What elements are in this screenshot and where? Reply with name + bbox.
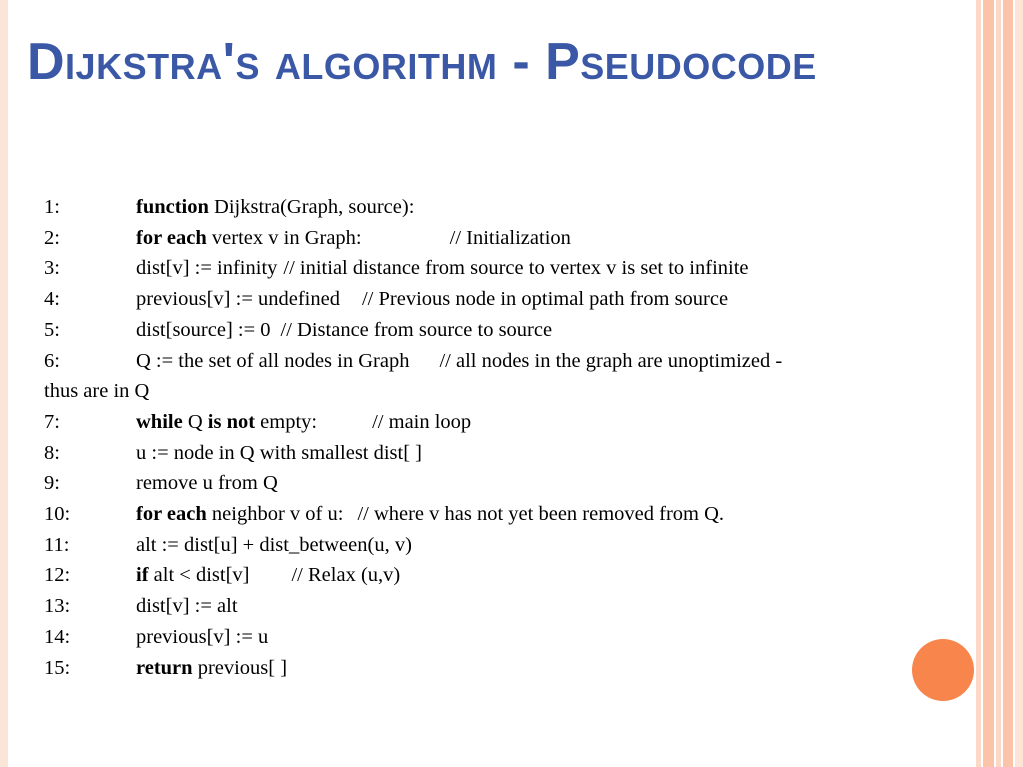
code-text: vertex v in Graph: — [206, 226, 362, 249]
code-line — [44, 591, 944, 622]
line-number: 12: — [44, 564, 71, 587]
code-text: remove u from Q — [136, 472, 278, 495]
line-number: 7: — [44, 410, 60, 433]
code-text: alt := dist[u] + dist_between(u, v) — [136, 533, 412, 556]
code-line — [44, 653, 944, 684]
code-text: u := node in Q with smallest dist[ ] — [136, 441, 423, 464]
code-line — [44, 192, 944, 223]
code-line — [44, 468, 944, 499]
code-text: dist[v] := alt — [136, 595, 238, 618]
keyword: return — [136, 656, 193, 679]
code-text: alt < dist[v] — [148, 564, 250, 587]
code-line — [44, 622, 944, 653]
line-number: 1: — [44, 196, 60, 218]
line-number: 10: — [44, 503, 71, 526]
line-number: 13: — [44, 595, 71, 618]
keyword: function — [136, 196, 209, 218]
code-comment: // Initialization — [449, 226, 571, 249]
code-line-continuation — [44, 376, 944, 407]
keyword: for each — [136, 226, 207, 249]
code-line — [44, 315, 944, 346]
code-line — [44, 407, 944, 438]
code-line — [44, 253, 944, 284]
line-number: 4: — [44, 288, 60, 311]
code-comment: // all nodes in the graph are unoptimized - — [439, 349, 783, 372]
code-text: Q — [182, 410, 208, 433]
keyword: while — [136, 410, 183, 433]
right-stripe — [996, 0, 1001, 767]
code-text: previous[ ] — [192, 656, 288, 679]
line-number: 8: — [44, 441, 60, 464]
pseudocode-block — [44, 192, 944, 683]
code-comment: // initial distance from source to vertex v is set to infinite — [283, 257, 749, 280]
slide-title: Dijkstra's algorithm - Pseudocode — [27, 33, 817, 91]
code-text: Dijkstra(Graph, source): — [208, 196, 415, 218]
code-text: neighbor v of u: — [206, 503, 344, 526]
code-comment: thus are in Q — [44, 380, 150, 403]
code-line — [44, 346, 944, 377]
code-line — [44, 438, 944, 469]
left-decorative-stripe — [0, 0, 8, 767]
line-number: 11: — [44, 533, 70, 556]
code-text: Q := the set of all nodes in Graph — [136, 349, 410, 372]
right-stripe — [976, 0, 981, 767]
code-line — [44, 284, 944, 315]
code-comment: // Distance from source to source — [280, 318, 553, 341]
keyword: if — [136, 564, 149, 587]
code-comment: // Previous node in optimal path from source — [361, 288, 729, 311]
code-comment: // Relax (u,v) — [291, 564, 401, 587]
code-text: previous[v] := undefined — [136, 288, 340, 311]
line-number: 3: — [44, 257, 60, 280]
code-line — [44, 560, 944, 591]
keyword: for each — [136, 503, 207, 526]
code-line — [44, 223, 944, 254]
line-number: 5: — [44, 318, 60, 341]
code-text: empty: — [255, 410, 318, 433]
keyword: is not — [207, 410, 256, 433]
line-number: 15: — [44, 656, 71, 679]
code-text: dist[v] := infinity — [136, 257, 278, 280]
right-stripe — [1003, 0, 1013, 767]
code-comment: // where v has not yet been removed from Q. — [357, 503, 725, 526]
right-decorative-stripes — [976, 0, 1023, 767]
code-line — [44, 530, 944, 561]
right-stripe — [1015, 0, 1023, 767]
line-number: 2: — [44, 226, 60, 249]
code-text: previous[v] := u — [136, 625, 269, 648]
right-stripe — [983, 0, 994, 767]
code-comment: // main loop — [372, 410, 472, 433]
line-number: 6: — [44, 349, 60, 372]
line-number: 14: — [44, 625, 71, 648]
code-line — [44, 499, 944, 530]
line-number: 9: — [44, 472, 60, 495]
code-text: dist[source] := 0 — [136, 318, 271, 341]
